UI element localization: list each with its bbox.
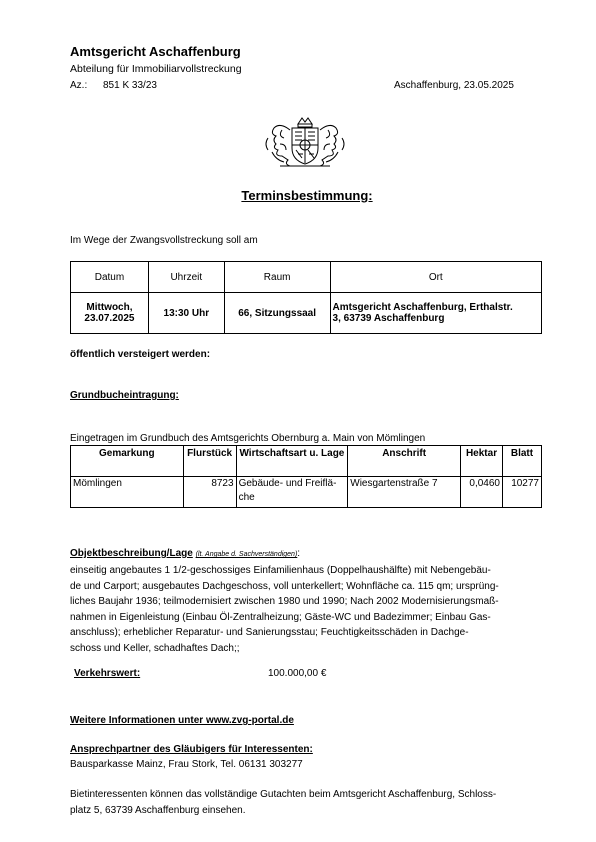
appointment-place	[330, 293, 541, 334]
case-number: 851 K 33/23	[103, 80, 157, 91]
appraisal-line: platz 5, 63739 Aschaffenburg einsehen.	[70, 804, 246, 816]
cell-hektar: 0,0460	[461, 477, 503, 508]
case-number-label: Az.:	[70, 80, 88, 91]
header-raum: Raum	[224, 262, 330, 293]
header-flurstueck: Flurstück	[183, 446, 236, 477]
appraisal-notice	[70, 787, 548, 818]
land-header-row	[71, 446, 542, 477]
appointment-date-value: 23.07.2025	[84, 313, 135, 324]
place-date: Aschaffenburg, 23.05.2025	[394, 80, 514, 91]
header-ort: Ort	[330, 262, 541, 293]
land-register-heading: Grundbucheintragung:	[70, 390, 179, 401]
court-department: Abteilung für Immobiliarvollstreckung	[70, 63, 242, 75]
auction-text: öffentlich versteigert werden:	[70, 349, 211, 360]
contact-details: Bausparkasse Mainz, Frau Stork, Tel. 06131 303277	[70, 759, 303, 770]
appointment-place-line1: Amtsgericht Aschaffenburg, Erthalstr.	[332, 302, 513, 313]
more-info-link[interactable]: Weitere Informationen unter www.zvg-portal.de	[70, 715, 294, 726]
appointment-room: 66, Sitzungssaal	[224, 293, 330, 334]
header-blatt: Blatt	[503, 446, 542, 477]
document-title: Terminsbestimmung:	[241, 188, 373, 203]
object-heading-colon: :	[297, 548, 301, 559]
object-description-heading	[70, 548, 300, 559]
cell-flurstueck: 8723	[183, 477, 236, 508]
appointment-weekday: Mittwoch,	[86, 302, 133, 313]
appointment-date	[71, 293, 149, 334]
cell-anschrift: Wiesgartenstraße 7	[348, 477, 461, 508]
header-hektar: Hektar	[461, 446, 503, 477]
header-datum: Datum	[71, 262, 149, 293]
object-line: anschluss); erheblicher Reparatur- und Sanierungsstau; Feuchtigkeitsschäden in Dachge-	[70, 627, 469, 638]
intro-text: Im Wege der Zwangsvollstreckung soll am	[70, 235, 258, 246]
appointment-time: 13:30 Uhr	[148, 293, 224, 334]
bavarian-coat-of-arms-icon	[262, 114, 348, 168]
appointment-table	[70, 261, 542, 334]
object-line: einseitig angebautes 1 1/2-geschossiges Einfamilienhaus (Doppelhaushälfte) mit Nebengebäu-	[70, 565, 491, 576]
object-line: liches Baujahr 1936; teilmodernisiert zwischen 1980 und 1990; Nach 2002 Modernisierungsmaß-	[70, 596, 499, 607]
object-line: de und Carport; ausgebautes Dachgeschoss, voll unterkellert; Wohnfläche ca. 115 qm; ursprüng-	[70, 580, 499, 592]
court-name: Amtsgericht Aschaffenburg	[70, 44, 241, 59]
header-anschrift: Anschrift	[348, 446, 461, 477]
header-uhrzeit: Uhrzeit	[148, 262, 224, 293]
market-value-label: Verkehrswert:	[74, 668, 141, 679]
object-heading-note: (lt. Angabe d. Sachverständigen)	[195, 551, 298, 558]
cell-gemarkung: Mömlingen	[71, 477, 184, 508]
market-value: 100.000,00 €	[268, 668, 327, 679]
appointment-header-row	[71, 262, 542, 293]
appointment-place-line2: 3, 63739 Aschaffenburg	[332, 313, 445, 324]
land-register-table	[70, 445, 542, 508]
land-register-source: Eingetragen im Grundbuch des Amtsgerichts Obernburg a. Main von Mömlingen	[70, 433, 426, 444]
header-gemarkung: Gemarkung	[71, 446, 184, 477]
appraisal-line: Bietinteressenten können das vollständige Gutachten beim Amtsgericht Aschaffenburg, Schloss-	[70, 789, 497, 800]
cell-blatt: 10277	[503, 477, 542, 508]
object-line: nahmen in Eigenleistung (Einbau Öl-Zentralheizung; Gäste-WC und Badezimmer; Einbau Gas-	[70, 611, 491, 623]
header-wirtschaftsart: Wirtschaftsart u. Lage	[236, 446, 348, 477]
cell-wirtschaftsart: Gebäude- und Freiflä-che	[236, 477, 348, 508]
appointment-row	[71, 293, 542, 334]
contact-heading: Ansprechpartner des Gläubigers für Interessenten:	[70, 744, 313, 755]
object-description	[70, 563, 548, 656]
object-line: schoss und Keller, schadhaftes Dach;;	[70, 642, 240, 654]
table-row	[71, 477, 542, 508]
object-heading-text: Objektbeschreibung/Lage	[70, 548, 193, 559]
